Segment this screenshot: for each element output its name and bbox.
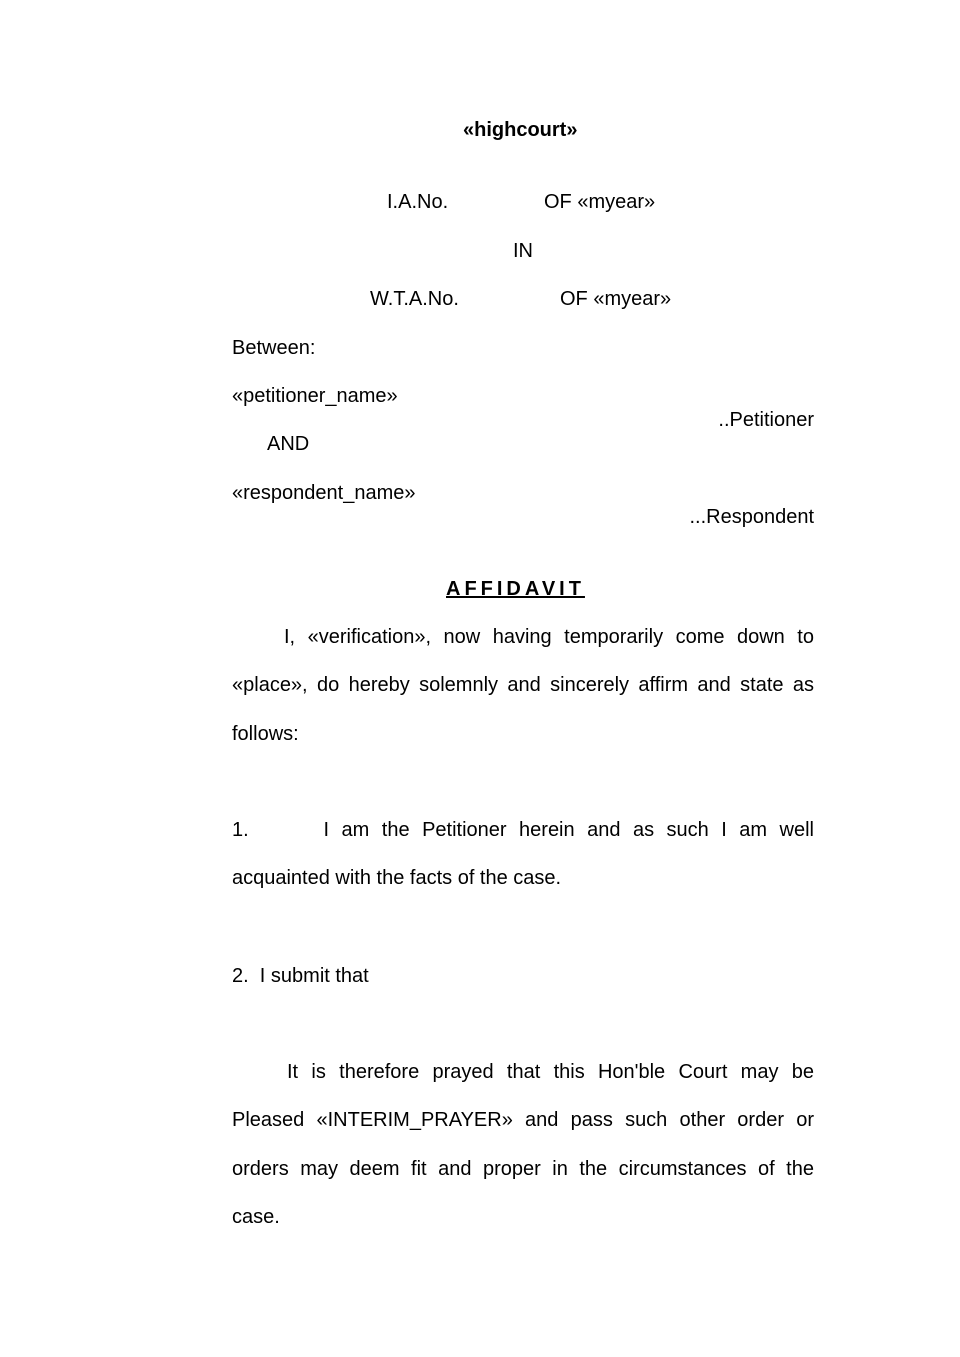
wta-number-label: W.T.A.No. xyxy=(370,288,459,310)
prayer-line: Pleased «INTERIM_PRAYER» and pass such other order or xyxy=(232,1109,814,1132)
point-1-paragraph xyxy=(232,806,814,903)
prayer-line: case. xyxy=(232,1206,280,1229)
point-1-line: acquainted with the facts of the case. xyxy=(232,867,562,890)
respondent-role: ...Respondent xyxy=(689,506,814,528)
between-label: Between: xyxy=(232,337,316,359)
in-label: IN xyxy=(513,240,533,262)
affidavit-title xyxy=(446,577,585,601)
petitioner-role: ..Petitioner xyxy=(718,409,814,431)
affidavit-title-text: AFFIDAVIT xyxy=(446,578,585,600)
and-label: AND xyxy=(267,433,310,455)
intro-line: I, «verification», now having temporarily come down to xyxy=(284,626,814,648)
respondent-name: «respondent_name» xyxy=(232,482,416,504)
petitioner-name: «petitioner_name» xyxy=(232,385,398,407)
court-name: «highcourt» xyxy=(463,119,578,141)
prayer-paragraph xyxy=(232,1048,814,1242)
point-1-line: 1. I am the Petitioner herein and as such I am well xyxy=(232,819,814,841)
prayer-line: orders may deem fit and proper in the circumstances of the xyxy=(232,1157,814,1180)
intro-line: «place», do hereby solemnly and sincerely affirm and state as xyxy=(232,674,814,697)
prayer-line: It is therefore prayed that this Hon'ble Court may be xyxy=(287,1061,814,1083)
intro-line: follows: xyxy=(232,722,299,745)
ia-year: OF «myear» xyxy=(544,191,656,213)
wta-year: OF «myear» xyxy=(560,288,672,310)
point-2-text: 2. I submit that xyxy=(232,965,369,987)
intro-paragraph xyxy=(232,613,814,758)
ia-number-label: I.A.No. xyxy=(387,191,449,213)
